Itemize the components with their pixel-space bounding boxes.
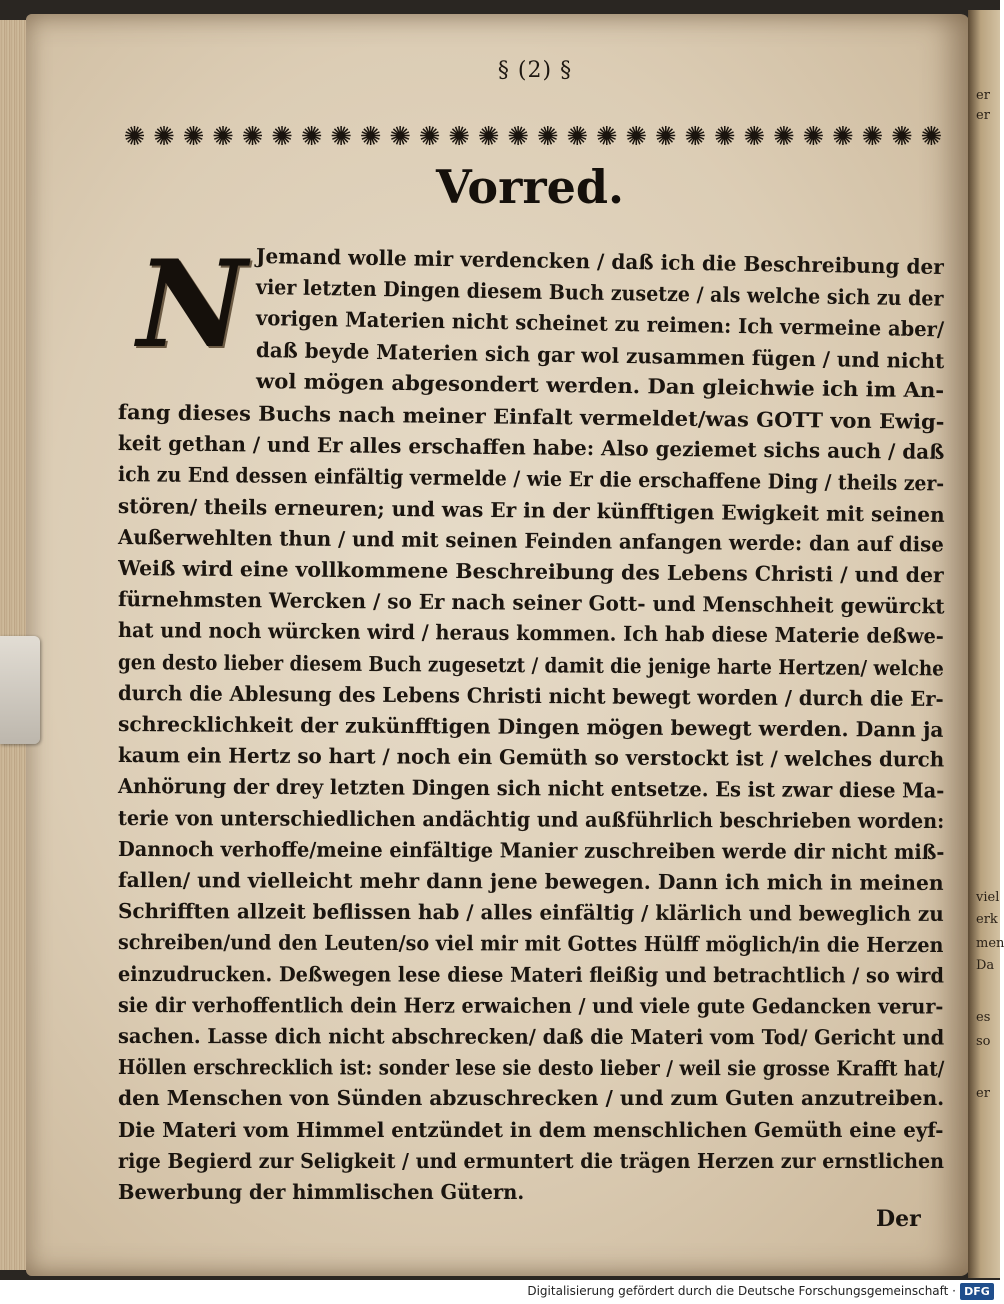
text-line: Höllen erschrecklich ist: sonder lese sie desto lieber / weil sie grosse Krafft hat/ bbox=[117, 1055, 945, 1081]
ornament-glyph: ✺ bbox=[389, 122, 412, 152]
text-line: Weiß wird eine vollkommene Beschreibung des Lebens Christi / und der bbox=[117, 556, 944, 588]
text-line: hat und noch würcken wird / heraus kommen. Ich hab diese Materie deßwe- bbox=[117, 618, 944, 649]
text-line: vier letzten Dingen diesem Buch zusetze / als welche sich zu der bbox=[255, 275, 944, 311]
ornament-glyph: ✺ bbox=[802, 122, 825, 152]
text-line: Die Materi vom Himmel entzündet in dem menschlichen Gemüth eine eyf- bbox=[118, 1117, 944, 1142]
text-line: sie dir verhoffentlich dein Herz erwaichen / und viele gute Gedancken verur- bbox=[117, 992, 944, 1019]
facing-text-fragment: viel bbox=[976, 890, 1000, 905]
ornament-glyph: ✺ bbox=[595, 122, 618, 152]
text-line: Anhörung der drey letzten Dingen sich nicht entsetze. Es ist zwar diese Ma- bbox=[117, 774, 945, 803]
ornament-glyph: ✺ bbox=[300, 122, 323, 152]
text-line: terie von unterschiedlichen andächtig und außführlich beschrieben worden: bbox=[117, 805, 945, 833]
ornament-glyph: ✺ bbox=[684, 122, 707, 152]
ornament-glyph: ✺ bbox=[182, 122, 205, 152]
text-line: Dannoch verhoffe/meine einfältige Manier zuschreiben werde dir nicht miß- bbox=[117, 836, 945, 864]
ornament-glyph: ✺ bbox=[536, 122, 559, 152]
text-line: durch die Ablesung des Lebens Christi nicht bewegt worden / durch die Er- bbox=[117, 680, 944, 711]
ornament-glyph: ✺ bbox=[920, 122, 943, 152]
text-line: vorigen Materien nicht scheinet zu reimen: Ich vermeine aber/ bbox=[255, 306, 945, 342]
text-line: kaum ein Hertz so hart / noch ein Gemüth so verstockt ist / welches durch bbox=[117, 743, 945, 772]
ornament-glyph: ✺ bbox=[566, 122, 589, 152]
ornament-glyph: ✺ bbox=[418, 122, 441, 152]
ornament-glyph: ✺ bbox=[271, 122, 293, 152]
text-line: Bewerbung der himmlischen Gütern. bbox=[118, 1180, 525, 1204]
facing-text-fragment: es bbox=[976, 1010, 991, 1025]
ornament-glyph: ✺ bbox=[772, 122, 795, 152]
text-line: stören/ theils erneuren; und was Er in der künfftigen Ewigkeit mit seinen bbox=[117, 493, 945, 527]
bookmark-tab bbox=[0, 636, 40, 744]
text-line: rige Begierd zur Seligkeit / und ermuntert die trägen Herzen zur ernstlichen bbox=[118, 1148, 945, 1173]
facing-text-fragment: so bbox=[976, 1034, 991, 1049]
text-line: gen desto lieber diesem Buch zugesetzt / damit die jenige harte Hertzen/ welche bbox=[117, 649, 944, 681]
facing-text-fragment: er bbox=[976, 1086, 990, 1101]
page-heading: Vorred. bbox=[435, 160, 625, 214]
ornament-glyph: ✺ bbox=[448, 122, 471, 152]
text-line: Jemand wolle mir verdencken / daß ich die Beschreibung der bbox=[255, 244, 945, 280]
decorated-initial: N bbox=[137, 234, 247, 375]
facing-text-fragment: er bbox=[976, 108, 990, 123]
ornament-glyph: ✺ bbox=[212, 122, 234, 152]
text-line: Außerwehlten thun / und mit seinen Feinden anfangen werde: dan auf dise bbox=[117, 524, 944, 557]
facing-text-fragment: er bbox=[976, 88, 990, 103]
ornament-glyph: ✺ bbox=[153, 122, 175, 152]
dfg-logo: DFG bbox=[960, 1283, 994, 1300]
ornament-glyph: ✺ bbox=[359, 122, 382, 152]
text-line: schrecklichkeit der zukünfftigen Dingen mögen bewegt werden. Dann ja bbox=[117, 712, 944, 742]
text-line: ich zu End dessen einfältig vermelde / wie Er die erschaffene Ding / theils zer- bbox=[117, 462, 945, 496]
ornament-glyph: ✺ bbox=[123, 122, 146, 152]
facing-text-fragment: men bbox=[976, 936, 1004, 951]
text-line: sachen. Lasse dich nicht abschrecken/ daß die Materi vom Tod/ Gericht und bbox=[117, 1024, 945, 1050]
ornament-glyph: ✺ bbox=[477, 122, 500, 152]
text-line: schreiben/und den Leuten/so viel mir mit Gottes Hülff möglich/in die Herzen bbox=[117, 930, 944, 958]
ornament-glyph: ✺ bbox=[831, 122, 854, 152]
text-line: daß beyde Materien sich gar wol zusammen fügen / und nicht bbox=[255, 337, 945, 373]
digitization-footer bbox=[0, 1280, 1000, 1304]
text-line: einzudrucken. Deßwegen lese diese Materi fleißig und betrachtlich / so wird bbox=[117, 961, 944, 988]
text-line: fallen/ und vielleicht mehr dann jene bewegen. Dann ich mich in meinen bbox=[117, 868, 944, 895]
facing-text-fragment: Da bbox=[976, 958, 995, 973]
footer-credit: Digitalisierung gefördert durch die Deutsche Forschungsgemeinschaft · bbox=[527, 1284, 956, 1298]
ornament-glyph: ✺ bbox=[654, 122, 677, 152]
ornament-glyph: ✺ bbox=[241, 122, 264, 152]
ornament-glyph: ✺ bbox=[713, 122, 736, 152]
ornament-glyph: ✺ bbox=[743, 122, 766, 152]
catchword: Der bbox=[876, 1206, 921, 1232]
text-line: fürnehmsten Wercken / so Er nach seiner Gott- und Menschheit gewürckt bbox=[117, 587, 945, 619]
ornament-glyph: ✺ bbox=[625, 122, 648, 152]
ornament-band bbox=[120, 122, 946, 152]
facing-text-fragment: erk bbox=[976, 912, 998, 927]
text-line: den Menschen von Sünden abzuschrecken / und zum Guten anzutreiben. bbox=[118, 1086, 945, 1111]
ornament-glyph: ✺ bbox=[891, 122, 913, 152]
ornament-glyph: ✺ bbox=[330, 122, 352, 152]
text-line: keit gethan / und Er alles erschaffen habe: Also geziemet sichs auch / daß bbox=[117, 431, 945, 465]
ornament-glyph: ✺ bbox=[507, 122, 530, 152]
text-line: fang dieses Buchs nach meiner Einfalt vermeldet/was GOTT von Ewig- bbox=[117, 400, 945, 434]
page-number: § (2) § bbox=[497, 58, 573, 83]
text-line: Schrifften allzeit beflissen hab / alles einfältig / klärlich und beweglich zu bbox=[117, 899, 944, 927]
ornament-glyph: ✺ bbox=[861, 122, 884, 152]
text-line: wol mögen abgesondert werden. Dan gleichwie ich im An- bbox=[255, 368, 945, 403]
